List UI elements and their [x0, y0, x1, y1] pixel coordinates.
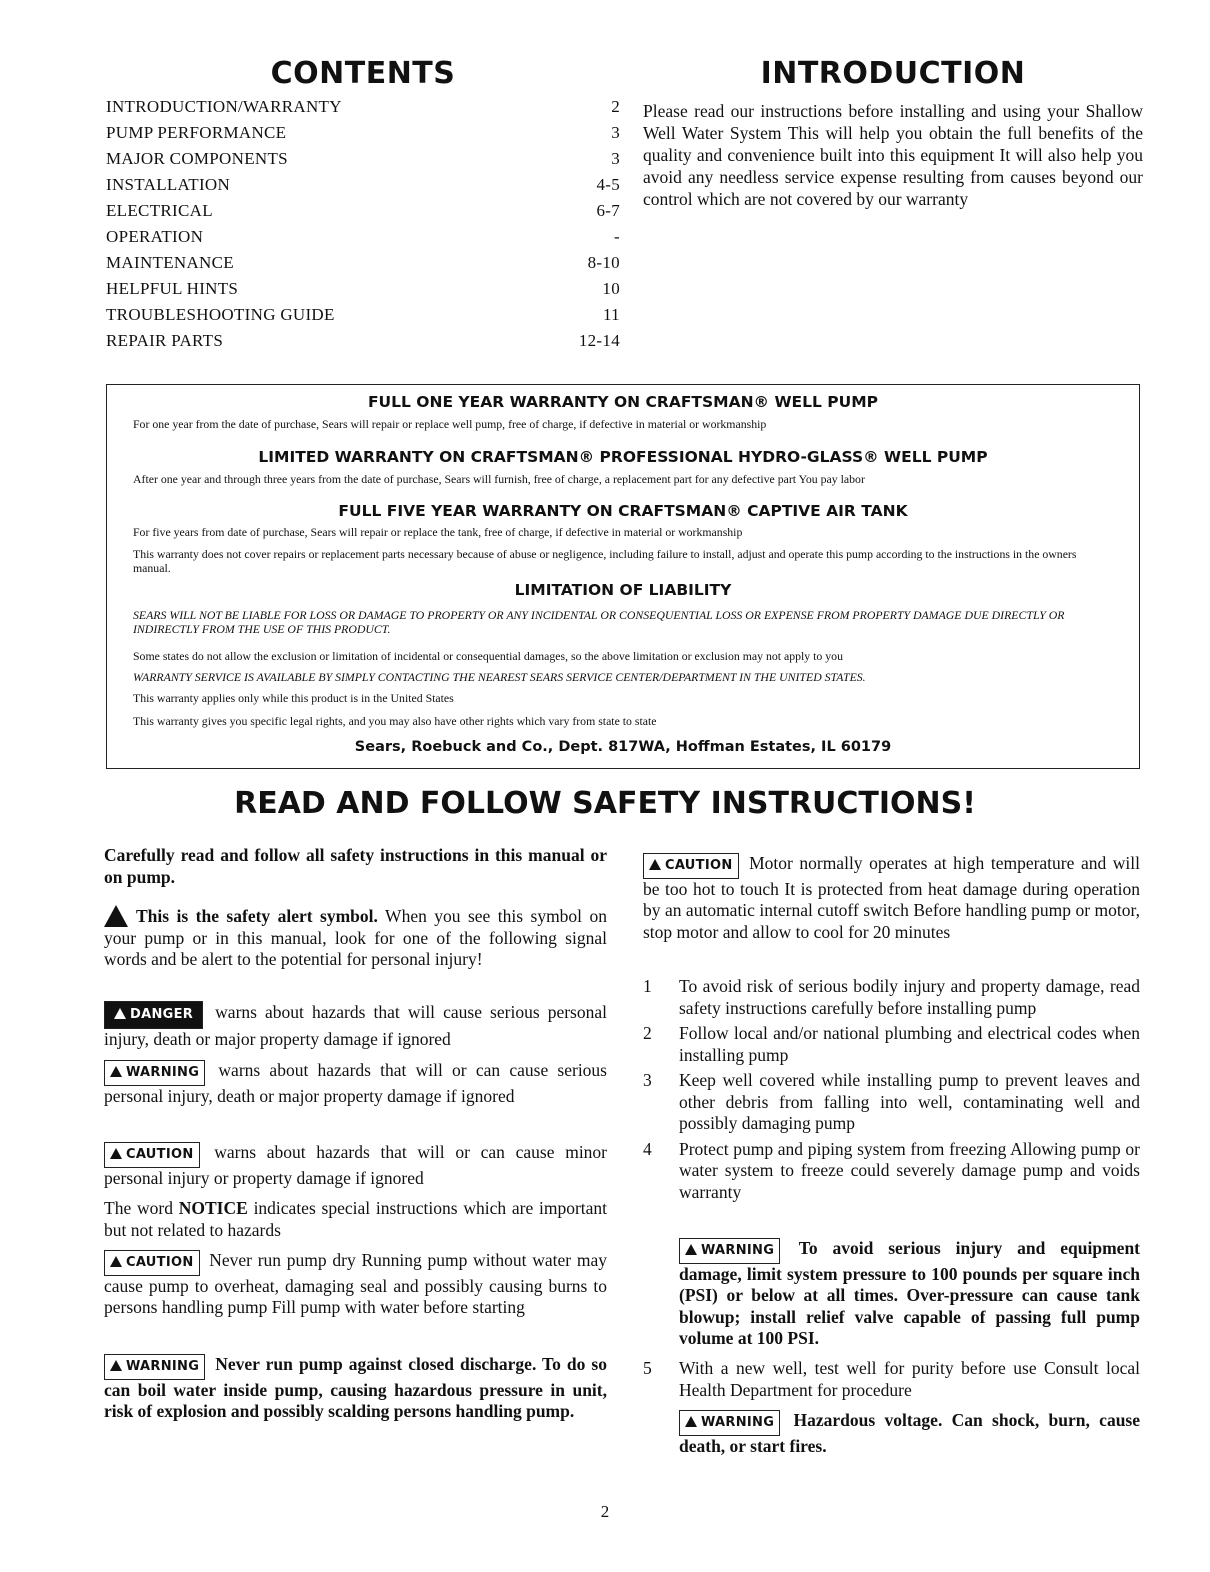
warning-triangle-icon [685, 1244, 697, 1255]
toc-row [106, 97, 620, 123]
list-item [643, 1023, 1140, 1066]
toc-label: ELECTRICAL [106, 201, 213, 220]
notice-paragraph [104, 1198, 607, 1241]
warranty-text-limited: After one year and through three years from the date of purchase, Sears will furnish, free of charge, a replacement part for any defective part You pay labor [133, 472, 865, 486]
safety-list [643, 976, 1140, 1203]
toc-page: 3 [611, 123, 620, 142]
list-number: 2 [643, 1023, 652, 1043]
toc-row [106, 331, 620, 357]
legal-rights-text: This warranty gives you specific legal rights, and you may also have other rights which vary from state to state [133, 714, 657, 728]
warning-triangle-icon [110, 1360, 122, 1371]
toc-row [106, 279, 620, 305]
warning-label: WARNING [701, 1243, 775, 1258]
safety-alert-bold: This is the safety alert symbol. [136, 906, 378, 926]
toc-label: MAINTENANCE [106, 253, 234, 272]
limitation-heading: LIMITATION OF LIABILITY [514, 581, 732, 599]
closed-discharge-warning [104, 1354, 607, 1423]
toc-page: - [614, 227, 620, 246]
caution-label: CAUTION [665, 858, 733, 873]
warranty-heading-one-year: FULL ONE YEAR WARRANTY ON CRAFTSMAN® WELL PUMP [367, 393, 879, 411]
danger-text: warns about hazards that will cause serious personal injury, death or major property damage if ignored [104, 1002, 607, 1049]
toc-page: 11 [603, 305, 620, 324]
closed-discharge-text: Never run pump against closed discharge. To do so can boil water inside pump, causing hazardous pressure in unit, risk of explosion and possibly scalding persons handling pump. [104, 1354, 607, 1421]
list-text: Protect pump and piping system from freezing Allowing pump or water system to freeze could severely damage pump and voids warranty [679, 1138, 1140, 1202]
pressure-warning-text: To avoid serious injury and equipment damage, limit system pressure to 100 pounds per square inch (PSI) or below at all times. Over-pressure can cause tank blowup; install relief valve capable of passing full pump volume at 100 PSI. [679, 1238, 1141, 1348]
toc-label: TROUBLESHOOTING GUIDE [106, 305, 335, 324]
toc-page: 2 [611, 97, 620, 116]
warranty-text-five-year: For five years from date of purchase, Sears will repair or replace the tank, free of charge, if defective in material or workmanship [133, 525, 743, 539]
toc-row [106, 305, 620, 331]
caution-badge [104, 1250, 200, 1276]
warning-label: WARNING [126, 1359, 200, 1374]
toc-row [106, 123, 620, 149]
danger-paragraph [104, 1001, 607, 1050]
toc-label: INSTALLATION [106, 175, 231, 194]
toc-page: 3 [611, 149, 620, 168]
introduction-text: Please read our instructions before installing and using your Shallow Well Water System This will help you obtain the full benefits of the quality and convenience built into this equipment It will also help you avoid any needless service expense resulting from causes beyond our control which are not covered by our warranty [643, 101, 1143, 209]
notice-text: indicates special instructions which are important but not related to hazards [104, 1198, 608, 1240]
warning-badge [104, 1060, 205, 1086]
motor-caution-text: Motor normally operates at high temperature and will be too hot to touch It is protected from heat damage during operation by an automatic internal cutoff switch Before handling pump or motor, stop motor and allow to cool for 20 minutes [643, 853, 1140, 942]
warning-triangle-icon [685, 1416, 697, 1427]
toc-page: 12-14 [578, 331, 620, 350]
limitation-text: SEARS WILL NOT BE LIABLE FOR LOSS OR DAMAGE TO PROPERTY OR ANY INCIDENTAL OR CONSEQUENTIAL LOSS OR EXPENSE FROM PROPERTY DAMAGE DUE DIRECTLY OR INDIRECTLY FROM THE USE OF THIS PRODUCT. [133, 608, 1065, 636]
list-text: To avoid risk of serious bodily injury and property damage, read safety instructions carefully before installing pump [679, 976, 1140, 1018]
notice-word: NOTICE [178, 1198, 248, 1218]
safety-lead: Carefully read and follow all safety instructions in this manual or on pump. [104, 845, 607, 887]
list-item [643, 1139, 1140, 1204]
warranty-text-one-year: For one year from the date of purchase, Sears will repair or replace well pump, free of charge, if defective in material or workmanship [133, 417, 767, 431]
caution-badge [643, 853, 739, 879]
safety-alert-paragraph [104, 905, 607, 971]
caution-label: CAUTION [126, 1147, 194, 1162]
warranty-heading-limited: LIMITED WARRANTY ON CRAFTSMAN® PROFESSIONAL HYDRO-GLASS® WELL PUMP [258, 448, 988, 466]
toc-label: MAJOR COMPONENTS [106, 149, 288, 168]
page-number: 2 [600, 1502, 610, 1521]
danger-label: DANGER [130, 1007, 194, 1022]
safety-list-continued [643, 1358, 1140, 1401]
motor-caution [643, 853, 1140, 943]
run-dry-caution [104, 1250, 607, 1319]
warning-triangle-icon [114, 1008, 126, 1019]
introduction-heading: INTRODUCTION [760, 56, 1026, 91]
warning-triangle-icon [110, 1148, 122, 1159]
warranty-exclusions-text: This warranty does not cover repairs or replacement parts necessary because of abuse or negligence, including failure to install, adjust and operate this pump according to the instructions in the owners manual. [133, 547, 1077, 575]
warning-label: WARNING [701, 1415, 775, 1430]
danger-badge [104, 1001, 203, 1029]
warning-badge [679, 1238, 780, 1264]
toc-label: OPERATION [106, 227, 204, 246]
warning-badge [104, 1354, 205, 1380]
list-number: 4 [643, 1138, 652, 1159]
list-number: 1 [643, 976, 652, 996]
list-item [643, 1358, 1140, 1401]
toc-row [106, 253, 620, 279]
warning-badge [679, 1410, 780, 1436]
caution-text: warns about hazards that will or can cause minor personal injury or property damage if ignored [104, 1142, 608, 1188]
toc-page: 4-5 [596, 175, 620, 194]
caution-label: CAUTION [126, 1255, 194, 1270]
toc-page: 8-10 [587, 253, 620, 272]
toc-label: PUMP PERFORMANCE [106, 123, 287, 142]
state-exclusion-text: Some states do not allow the exclusion or limitation of incidental or consequential damages, so the above limitation or exclusion may not apply to you [133, 649, 843, 663]
toc-label: HELPFUL HINTS [106, 279, 239, 298]
warning-triangle-icon [649, 859, 661, 870]
toc-page: 10 [602, 279, 620, 298]
toc-row [106, 175, 620, 201]
list-number: 5 [643, 1358, 652, 1378]
list-text: Follow local and/or national plumbing and electrical codes when installing pump [679, 1023, 1140, 1065]
toc-label: REPAIR PARTS [106, 331, 224, 350]
notice-pre: The word [104, 1198, 173, 1218]
warranty-service-text: WARRANTY SERVICE IS AVAILABLE BY SIMPLY CONTACTING THE NEAREST SEARS SERVICE CENTER/DEPARTMENT IN THE UNITED STATES. [133, 670, 866, 684]
toc-row [106, 201, 620, 227]
us-only-text: This warranty applies only while this product is in the United States [133, 691, 454, 705]
toc-page: 6-7 [596, 201, 620, 220]
toc-row [106, 227, 620, 253]
warning-paragraph [104, 1060, 607, 1107]
table-of-contents [106, 97, 620, 357]
caution-badge [104, 1142, 200, 1168]
warranty-heading-five-year: FULL FIVE YEAR WARRANTY ON CRAFTSMAN® CAPTIVE AIR TANK [338, 502, 908, 520]
list-text: Keep well covered while installing pump to prevent leaves and other debris from falling into well, contaminating well and possibly damaging pump [679, 1070, 1140, 1133]
voltage-warning [679, 1410, 1140, 1457]
toc-row [106, 149, 620, 175]
run-dry-text: Never run pump dry Running pump without water may cause pump to overheat, damaging seal and possibly causing burns to persons handling pump Fill pump with water before starting [104, 1250, 607, 1317]
list-number: 3 [643, 1070, 652, 1090]
warning-text: warns about hazards that will or can cause serious personal injury, death or major property damage if ignored [104, 1060, 607, 1106]
voltage-warning-text: Hazardous voltage. Can shock, burn, cause death, or start fires. [679, 1410, 1140, 1456]
list-item [643, 1070, 1140, 1135]
safety-heading: READ AND FOLLOW SAFETY INSTRUCTIONS! [234, 786, 976, 821]
toc-label: INTRODUCTION/WARRANTY [106, 97, 342, 116]
pressure-warning [679, 1238, 1140, 1350]
caution-paragraph [104, 1142, 607, 1189]
safety-alert-icon [104, 905, 128, 927]
warning-label: WARNING [126, 1065, 200, 1080]
contents-heading: CONTENTS [270, 56, 456, 91]
list-text: With a new well, test well for purity before use Consult local Health Department for procedure [679, 1358, 1140, 1400]
sears-address: Sears, Roebuck and Co., Dept. 817WA, Hoffman Estates, IL 60179 [354, 739, 892, 755]
list-item [643, 976, 1140, 1019]
warranty-box [106, 384, 1140, 769]
safety-alert-text: When you see this symbol on your pump or in this manual, look for one of the following signal words and be alert to the potential for personal injury! [104, 906, 607, 969]
warning-triangle-icon [110, 1066, 122, 1077]
warning-triangle-icon [110, 1256, 122, 1267]
